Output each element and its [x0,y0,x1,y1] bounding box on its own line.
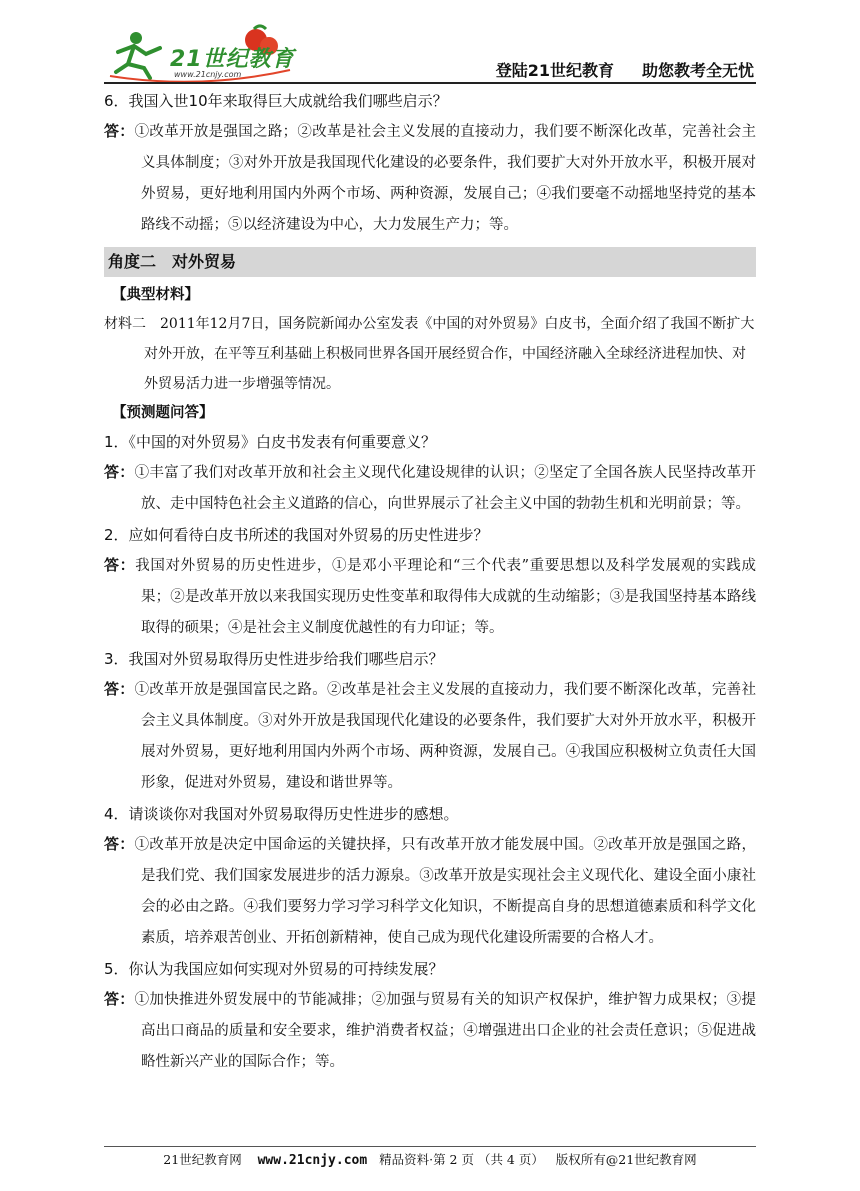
answer-3 [104,674,756,799]
answer-6 [104,116,756,241]
answer-text: ①改革开放是强国之路；②改革是社会主义发展的直接动力，我们要不断深化改革，完善社会主义具体制度；③对外开放是我国现代化建设的必要条件，我们要扩大对外开放水平，积极开展对外贸易，更好地利用国内外两个市场、两种资源，发展自己；④我们要毫不动摇地坚持党的基本路线不动摇；⑤以经济建设为中心，大力发展生产力；等。 [134,124,756,233]
material-text: 材料二 2011年12月7日，国务院新闻办公室发表《中国的对外贸易》白皮书，全面介绍了我国不断扩大对外开放，在平等互利基础上积极同世界各国开展经贸合作，中国经济融入全球经济进程加快、对外贸易活力进一步增强等情况。 [104,316,755,392]
answer-4 [104,829,756,954]
section-title: 角度二 对外贸易 [104,247,756,277]
answer-tag: 答： [104,990,135,1008]
answer-tag: 答： [104,556,136,574]
footer-copyright: 版权所有@21世纪教育网 [555,1152,697,1167]
answer-2 [104,550,756,644]
answer-tag: 答： [104,835,135,853]
footer-site-name: 21世纪教育网 [163,1152,242,1167]
question-1: 1．《中国的对外贸易》白皮书发表有何重要意义？ [104,433,437,451]
slogan-login[interactable]: 登陆21世纪教育 [495,61,614,80]
material-label: 【典型材料】 [112,287,199,303]
answer-text: ①改革开放是强国富民之路。②改革是社会主义发展的直接动力，我们要不断深化改革，完善社会主义具体制度。③对外开放是我国现代化建设的必要条件，我们要扩大对外开放水平，积极开展对外贸易，更好地利用国内外两个市场、两种资源，发展自己。④我国应积极树立负责任大国形象，促进对外贸易，建设和谐世界等。 [134,682,756,791]
page-footer [104,1146,756,1174]
logo-url: www.21cnjy.com [174,70,242,79]
question-3: 3．我国对外贸易取得历史性进步给我们哪些启示？ [104,650,444,668]
answer-5 [104,984,756,1078]
slogan-tagline: 助您教考全无忧 [641,61,754,80]
question-5: 5．你认为我国应如何实现对外贸易的可持续发展？ [104,960,444,978]
logo-text: 21世纪教育 [170,47,295,72]
answer-1 [104,457,756,520]
page-content [104,86,756,1078]
answer-tag: 答： [104,680,135,698]
header-slogan [496,58,754,81]
answer-text: ①加快推进外贸发展中的节能减排；②加强与贸易有关的知识产权保护，维护智力成果权；③提高出口商品的质量和安全要求，维护消费者权益；④增强进出口企业的社会责任意识；⑤促进战略性新兴产业的国际合作；等。 [134,992,756,1070]
footer-page-info: 精品资料·第 2 页 （共 4 页） [379,1152,544,1167]
answer-text: 我国对外贸易的历史性进步，①是邓小平理论和“三个代表”重要思想以及科学发展观的实践成果；②是改革开放以来我国实现历史性变革和取得伟大成就的生动缩影；③是我国坚持基本路线取得的硕果；④是社会主义制度优越性的有力印证；等。 [135,558,756,636]
predict-label: 【预测题问答】 [112,405,214,421]
question-2: 2．应如何看待白皮书所述的我国对外贸易的历史性进步？ [104,526,489,544]
footer-url[interactable]: www.21cnjy.com [257,1153,368,1168]
answer-text: ①改革开放是决定中国命运的关键抉择，只有改革开放才能发展中国。②改革开放是强国之路，是我们党、我们国家发展进步的活力源泉。③改革开放是实现社会主义现代化、建设全面小康社会的必由之路。④我们要努力学习学习科学文化知识，不断提高自身的思想道德素质和科学文化素质，培养艰苦创业、开拓创新精神，使自己成为现代化建设所需要的合格人才。 [134,837,756,946]
site-logo[interactable] [106,22,306,82]
question-4: 4．请谈谈你对我国对外贸易取得历史性进步的感想。 [104,805,459,823]
question-6: 6．我国入世10年来取得巨大成就给我们哪些启示？ [104,92,448,110]
answer-text: ①丰富了我们对改革开放和社会主义现代化建设规律的认识；②坚定了全国各族人民坚持改革开放、走中国特色社会主义道路的信心，向世界展示了社会主义中国的勃勃生机和光明前景；等。 [134,465,756,512]
answer-tag: 答： [104,463,135,481]
page-header [104,20,756,84]
answer-tag: 答： [104,122,135,140]
